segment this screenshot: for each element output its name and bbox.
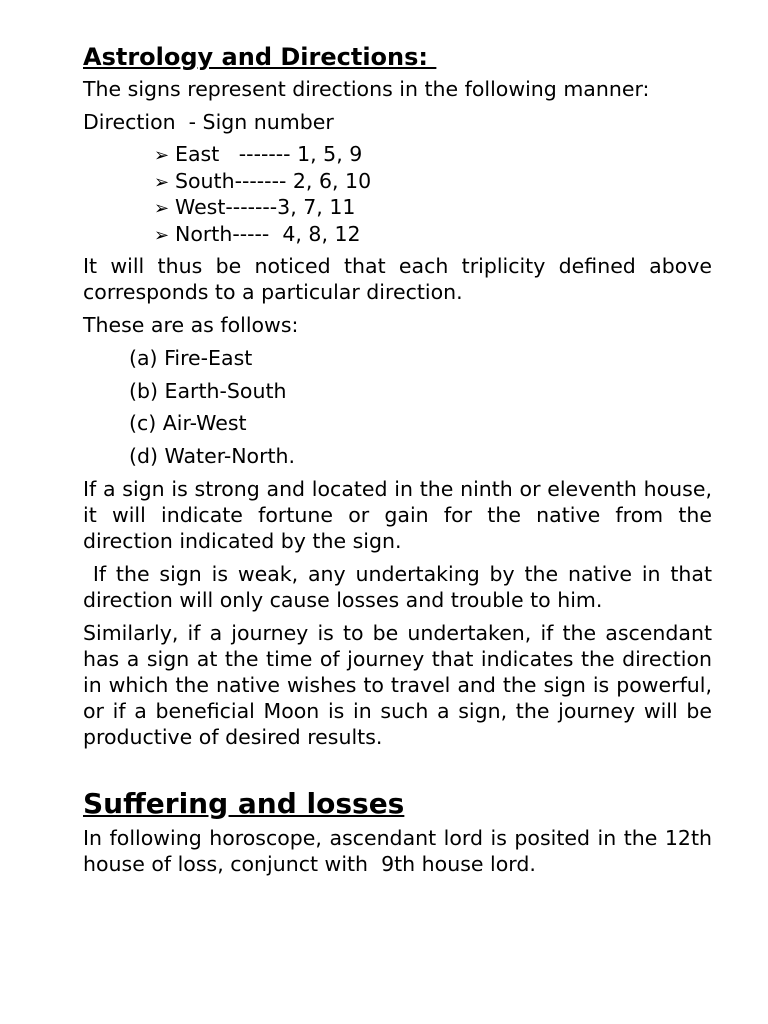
weak-sign-paragraph: If the sign is weak, any undertaking by the native in that direction will only cause losses and trouble to him. xyxy=(83,561,719,612)
journey-paragraph: Similarly, if a journey is to be undertaken, if the ascendant has a sign at the time of journey that indicates the direction in which the native wishes to travel and the sign is powerful, or if a beneficial Moon is in such a sign, the journey will be productive of desired results. xyxy=(83,620,719,749)
arrow-bullet-icon: ➢ xyxy=(154,171,170,193)
list-item: (a) Fire-East xyxy=(129,346,253,370)
horoscope-paragraph: In following horoscope, ascendant lord is posited in the 12th house of loss, conjunct with 9th house lord. xyxy=(83,825,719,876)
section-spacer xyxy=(83,757,712,785)
document-page xyxy=(83,40,719,884)
direction-list xyxy=(83,142,712,248)
strong-sign-paragraph: If a sign is strong and located in the ninth or eleventh house, it will indicate fortune or gain for the native from the direction indicated by the sign. xyxy=(83,476,719,553)
list-item: ➢ South------- 2, 6, 10 xyxy=(154,169,712,196)
section-heading-astrology-directions: Astrology and Directions: xyxy=(83,43,437,71)
direction-table-header: Direction - Sign number xyxy=(83,110,334,134)
list-item: ➢ East ------- 1, 5, 9 xyxy=(154,142,712,169)
intro-paragraph: The signs represent directions in the following manner: xyxy=(83,77,650,101)
arrow-bullet-icon: ➢ xyxy=(154,224,170,246)
list-item: (b) Earth-South xyxy=(129,378,287,403)
element-list xyxy=(83,345,712,469)
arrow-bullet-icon: ➢ xyxy=(154,198,170,219)
list-item: ➢ West-------3, 7, 11 xyxy=(154,195,712,222)
list-item: ➢ North----- 4, 8, 12 xyxy=(154,222,712,249)
triplicity-paragraph: It will thus be noticed that each triplicity defined above corresponds to a particular direction. xyxy=(83,254,719,304)
list-item: (d) Water-North. xyxy=(129,443,296,468)
section-heading-suffering-losses: Suffering and losses xyxy=(83,786,405,820)
arrow-bullet-icon: ➢ xyxy=(154,145,170,166)
list-item: (c) Air-West xyxy=(129,411,247,435)
follows-label: These are as follows: xyxy=(83,313,299,337)
